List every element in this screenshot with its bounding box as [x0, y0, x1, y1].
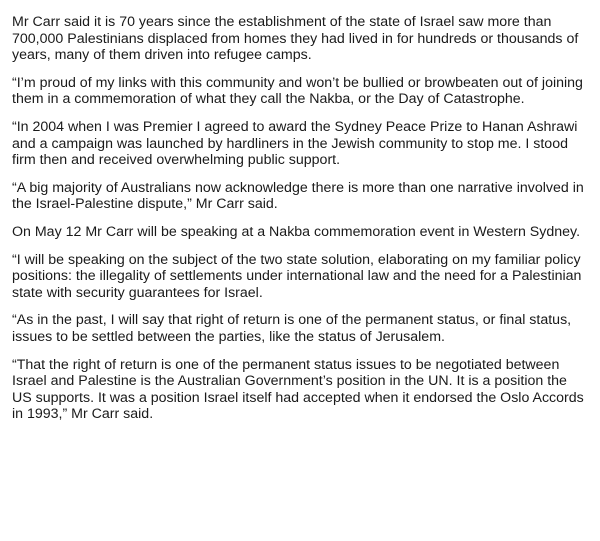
paragraph-6: “I will be speaking on the subject of the two state solution, elaborating on my familiar policy positions: the illegality of settlements under international law and the need for a Palestinian state with security guarantees for Israel.: [12, 251, 582, 301]
paragraph-5: On May 12 Mr Carr will be speaking at a Nakba commemoration event in Western Sydney.: [12, 223, 581, 240]
paragraph-8: “That the right of return is one of the permanent status issues to be negotiated between Israel and Palestine is the Australian Government’s position in the UN. It is a position the US supports. It was a position Israel itself had accepted when it endorsed the Oslo Accords in 1993,” Mr Carr said.: [12, 356, 584, 423]
paragraph-3: “In 2004 when I was Premier I agreed to award the Sydney Peace Prize to Hanan Ashrawi and a campaign was launched by hardliners in the Jewish community to stop me. I stood firm then and received overwhelming public support.: [12, 118, 578, 169]
paragraph-7: “As in the past, I will say that right of return is one of the permanent status, or final status, issues to be settled between the parties, like the status of Jerusalem.: [12, 312, 572, 345]
article-body: [12, 14, 588, 434]
paragraph-1: Mr Carr said it is 70 years since the establishment of the state of Israel saw more than 700,000 Palestinians displaced from homes they had lived in for hundreds or thousands of years, many of them driven into refugee camps.: [12, 14, 579, 64]
paragraph-2: “I’m proud of my links with this community and won’t be bullied or browbeaten out of joining them in a commemoration of what they call the Nakba, or the Day of Catastrophe.: [12, 74, 583, 108]
paragraph-4: “A big majority of Australians now acknowledge there is more than one narrative involved in the Israel-Palestine dispute,” Mr Carr said.: [12, 179, 584, 213]
